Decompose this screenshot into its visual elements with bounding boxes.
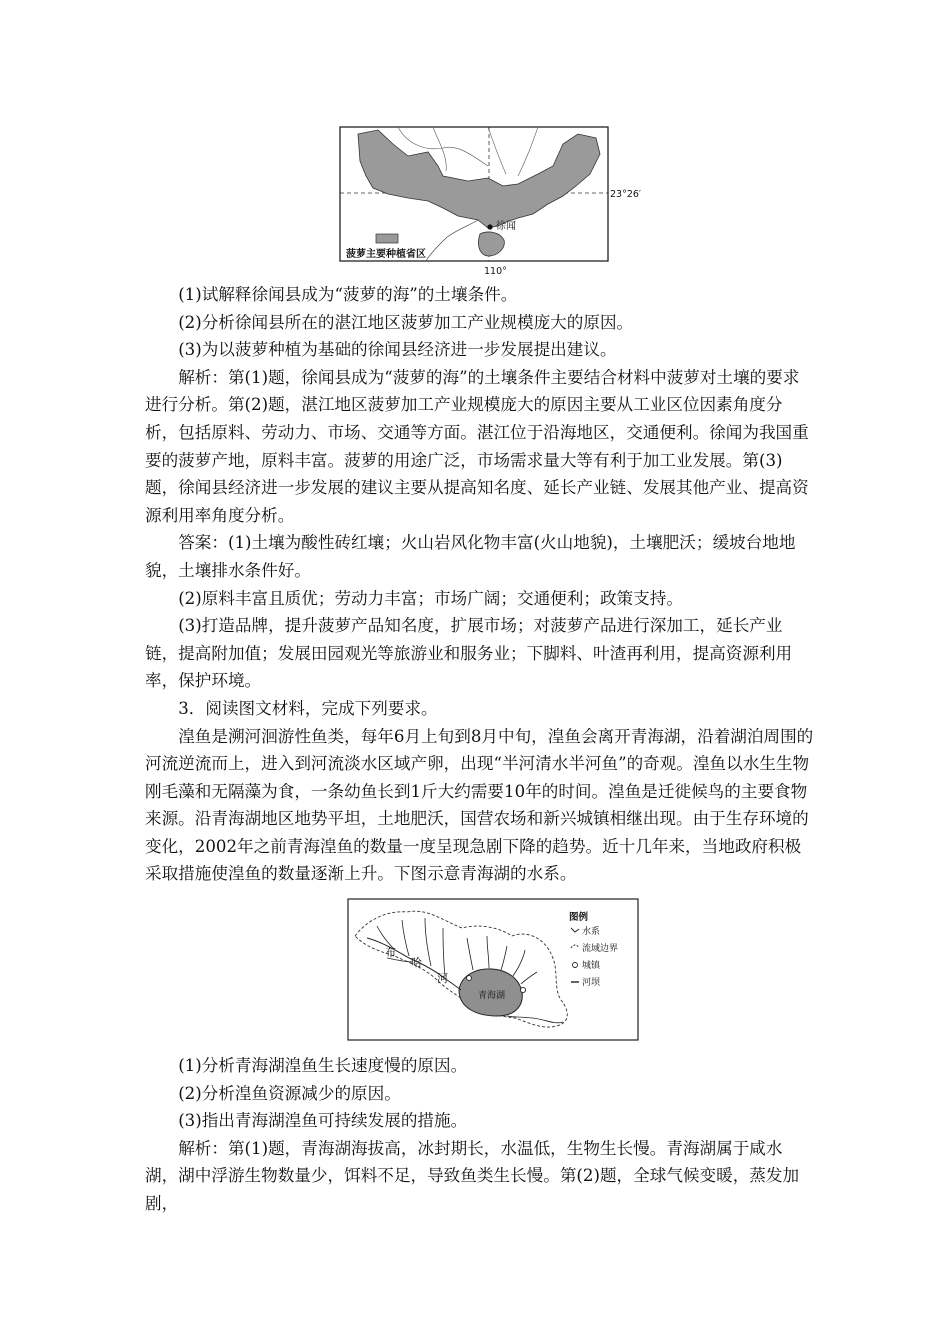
river-char-2: 哈 (411, 956, 422, 969)
river-char-1: 布 (385, 946, 396, 959)
question-1: (1)试解释徐闻县成为“菠萝的海”的土壤条件。 (178, 285, 518, 304)
material-paragraph: 湟鱼是溯河洄游性鱼类，每年6月上旬到8月中旬，湟鱼会离开青海湖，沿着湖泊周围的河流逆流而上，进入到河流淡水区域产卵，出现“半河清水半河鱼”的奇观。湟鱼以水生生物刚毛藻和无隔藻为食，一条幼鱼长到1斤大约需要10年的时间。湟鱼是迁徙候鸟的主要食物来源。沿青海湖地区地势平坦，土地肥沃，国营农场和新兴城镇相继出现。由于生存环境的变化，2002年之前青海湟鱼的数量一度呈现急剧下降的趋势。近十几年来，当地政府积极采取措施使湟鱼的数量逐渐上升。下图示意青海湖的水系。 (145, 726, 814, 884)
qinghai-lake-map (347, 898, 639, 1041)
answer-3: (3)打造品牌，提升菠萝产品知名度，扩展市场；对菠萝产品进行深加工，延长产业链，提高附加值；发展田园观光等旅游业和服务业；下脚料、叶渣再利用，提高资源利用率，保护环境。 (145, 616, 793, 691)
analysis-paragraph: 解析：第(1)题，徐闻县成为“菠萝的海”的土壤条件主要结合材料中菠萝对土壤的要求进行分析。第(2)题，湛江地区菠萝加工产业规模庞大的原因主要从工业区位因素角度分析，包括原料、劳动力、市场、交通等方面。湛江位于沿海地区，交通便利。徐闻为我国重要的菠萝产地，原料丰富。菠萝的用途广泛，市场需求量大等有利于加工业发展。第(3)题，徐闻县经济进一步发展的建议主要从提高知名度、延长产业链、发展其他产业、提高资源利用率角度分析。 (145, 367, 809, 525)
xuwen-label: 徐闻 (496, 221, 516, 232)
legend-town-icon (573, 963, 578, 968)
answer-2: (2)原料丰富且质优；劳动力丰富；市场广阔；交通便利；政策支持。 (178, 588, 683, 608)
question-3: (3)为以菠萝种植为基础的徐闻县经济进一步发展提出建议。 (178, 340, 617, 360)
question-3-2: (2)分析湟鱼资源减少的原因。 (178, 1083, 401, 1103)
question-heading-3: 3．阅读图文材料，完成下列要求。 (178, 698, 438, 718)
legend-label: 菠萝主要种植省区 (346, 249, 426, 260)
legend-boundary: 流域边界 (582, 944, 619, 954)
river-char-3: 河 (437, 972, 448, 985)
question-3-3: (3)指出青海湖湟鱼可持续发展的措施。 (178, 1111, 468, 1131)
legend-dam: 河坝 (582, 978, 601, 988)
pineapple-region-map (338, 126, 642, 277)
latitude-label: 23°26′ (610, 189, 642, 200)
question-2: (2)分析徐闻县所在的湛江地区菠萝加工产业规模庞大的原因。 (178, 312, 634, 332)
legend-town: 城镇 (582, 961, 601, 971)
text-block-1 (145, 281, 815, 888)
question-3-1: (1)分析青海湖湟鱼生长速度慢的原因。 (178, 1056, 468, 1075)
legend-title: 图例 (569, 912, 589, 923)
answer-1: 答案：(1)土壤为酸性砖红壤；火山岩风化物丰富(火山地貌)，土壤肥沃；缓坡台地地貌，土壤排水条件好。 (145, 533, 796, 580)
longitude-label: 110° (484, 266, 507, 277)
text-block-2 (145, 1052, 815, 1218)
analysis-paragraph-2: 解析：第(1)题，青海湖海拔高，冰封期长，水温低，生物生长慢。青海湖属于咸水湖，湖中浮游生物数量少，饵料不足，导致鱼类生长慢。第(2)题，全球气候变暖，蒸发加剧， (145, 1138, 800, 1213)
legend-swatch (376, 234, 398, 243)
legend-river: 水系 (582, 927, 601, 937)
lake-label: 青海湖 (478, 991, 506, 1001)
